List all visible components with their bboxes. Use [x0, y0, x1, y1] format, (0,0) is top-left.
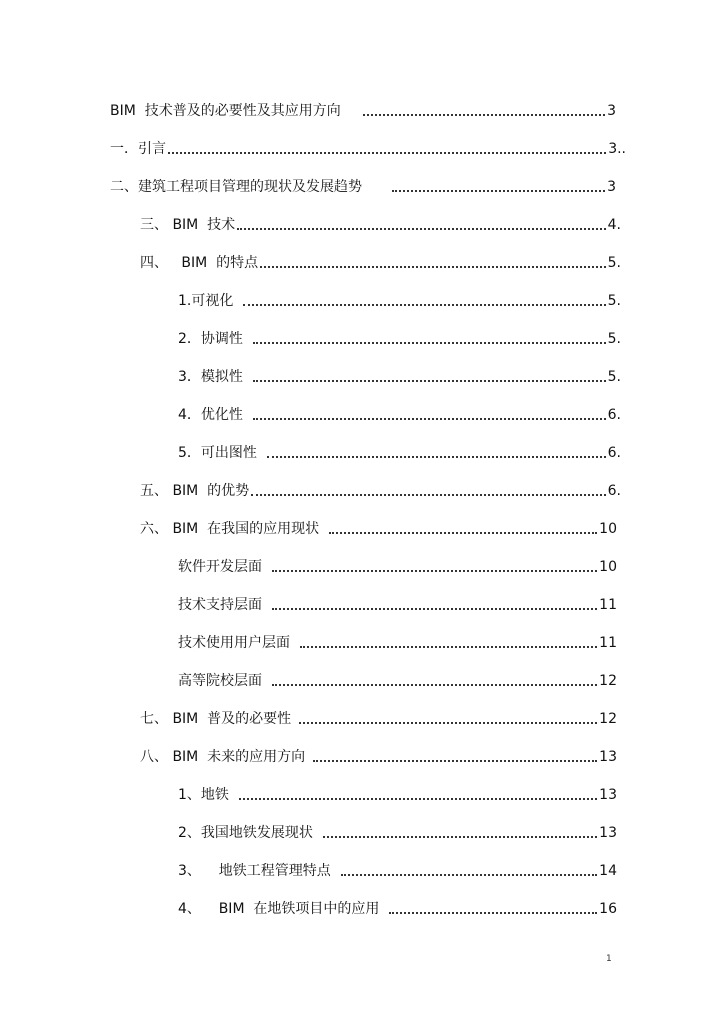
toc-entry[interactable] [178, 290, 621, 310]
toc-entry-title: 七、 BIM 普及的必要性 [140, 711, 292, 727]
toc-leader [253, 342, 606, 344]
toc-entry[interactable] [178, 822, 617, 842]
toc-entry-title: 4、 BIM 在地铁项目中的应用 [178, 901, 380, 917]
toc-leader [253, 380, 606, 382]
toc-entry-title: 三、 BIM 技术 [140, 217, 236, 233]
toc-entry-page: 3.. [608, 141, 626, 157]
toc-leader [389, 912, 597, 914]
toc-entry-title: 技术支持层面 [178, 597, 262, 613]
toc-entry-page: 4. [607, 217, 621, 233]
toc-leader [251, 494, 605, 496]
toc-leader [329, 532, 597, 534]
toc-entry-page: 11 [599, 597, 617, 613]
toc-leader [168, 152, 606, 154]
toc-entry[interactable] [140, 252, 621, 272]
toc-leader [363, 114, 605, 116]
toc-entry-title: BIM 技术普及的必要性及其应用方向 [110, 103, 341, 119]
toc-entry[interactable] [178, 784, 617, 804]
toc-entry[interactable] [178, 594, 617, 614]
toc-entry[interactable] [140, 518, 617, 538]
toc-leader [253, 418, 606, 420]
toc-entry-title: 2、我国地铁发展现状 [178, 825, 313, 841]
toc-entry[interactable] [110, 138, 626, 158]
toc-entry[interactable] [140, 480, 621, 500]
toc-entry-title: 二、建筑工程项目管理的现状及发展趋势 [110, 179, 362, 195]
toc-entry-page: 10 [599, 521, 617, 537]
toc-leader [272, 608, 597, 610]
toc-entry-title: 六、 BIM 在我国的应用现状 [140, 521, 320, 537]
toc-entry[interactable] [140, 708, 617, 728]
toc-entry-title: 2．协调性 [178, 331, 243, 347]
toc-entry-page: 5. [607, 293, 621, 309]
toc-entry-page: 3 [607, 179, 616, 195]
toc-entry-page: 6. [607, 407, 621, 423]
toc-entry-page: 11 [599, 635, 617, 651]
toc-entry-title: 3、 地铁工程管理特点 [178, 863, 331, 879]
toc-entry-title: 1.可视化 [178, 293, 234, 309]
toc-entry[interactable] [178, 860, 617, 880]
page-number: 1 [606, 954, 612, 964]
toc-entry[interactable] [178, 442, 621, 462]
toc-entry-page: 13 [599, 787, 617, 803]
toc-leader [323, 836, 597, 838]
toc-entry-page: 6. [607, 445, 621, 461]
toc-entry[interactable] [110, 100, 616, 120]
toc-entry-title: 八、 BIM 未来的应用方向 [140, 749, 306, 765]
toc-entry-page: 16 [599, 901, 617, 917]
toc-leader [272, 570, 597, 572]
toc-entry-page: 5. [607, 369, 621, 385]
toc-leader [243, 304, 605, 306]
toc-entry-page: 14 [599, 863, 617, 879]
toc-entry-title: 软件开发层面 [178, 559, 262, 575]
toc-leader [299, 722, 597, 724]
toc-entry[interactable] [140, 746, 617, 766]
toc-entry[interactable] [178, 366, 621, 386]
toc-entry-title: 四、 BIM 的特点 [140, 255, 259, 271]
toc-entry-page: 12 [599, 711, 617, 727]
toc-entry-title: 五、 BIM 的优势 [140, 483, 250, 499]
toc-entry-page: 3 [607, 103, 616, 119]
toc-entry[interactable] [178, 670, 617, 690]
toc-leader [313, 760, 597, 762]
toc-entry[interactable] [110, 176, 616, 196]
toc-entry-page: 5. [607, 255, 621, 271]
toc-entry-title: 一．引言 [110, 141, 166, 157]
toc-entry[interactable] [140, 214, 621, 234]
toc-leader [267, 456, 606, 458]
toc-entry[interactable] [178, 898, 617, 918]
toc-entry-title: 3．模拟性 [178, 369, 243, 385]
toc-leader [237, 228, 605, 230]
toc-entry-title: 1、地铁 [178, 787, 229, 803]
toc-entry-page: 10 [599, 559, 617, 575]
toc-entry-page: 13 [599, 825, 617, 841]
toc-entry-page: 6. [607, 483, 621, 499]
toc-entry[interactable] [178, 632, 617, 652]
toc-entry-title: 高等院校层面 [178, 673, 262, 689]
toc-entry-title: 5．可出图性 [178, 445, 257, 461]
toc-leader [392, 190, 605, 192]
toc-leader [300, 646, 597, 648]
toc-entry[interactable] [178, 328, 621, 348]
toc-entry-page: 13 [599, 749, 617, 765]
toc-entry-title: 4．优化性 [178, 407, 243, 423]
toc-leader [341, 874, 597, 876]
toc-entry[interactable] [178, 404, 621, 424]
toc-leader [260, 266, 606, 268]
toc-entry-page: 12 [599, 673, 617, 689]
toc-leader [239, 798, 597, 800]
toc-entry-title: 技术使用用户层面 [178, 635, 290, 651]
toc-entry[interactable] [178, 556, 617, 576]
toc-leader [272, 684, 597, 686]
toc-entry-page: 5. [607, 331, 621, 347]
